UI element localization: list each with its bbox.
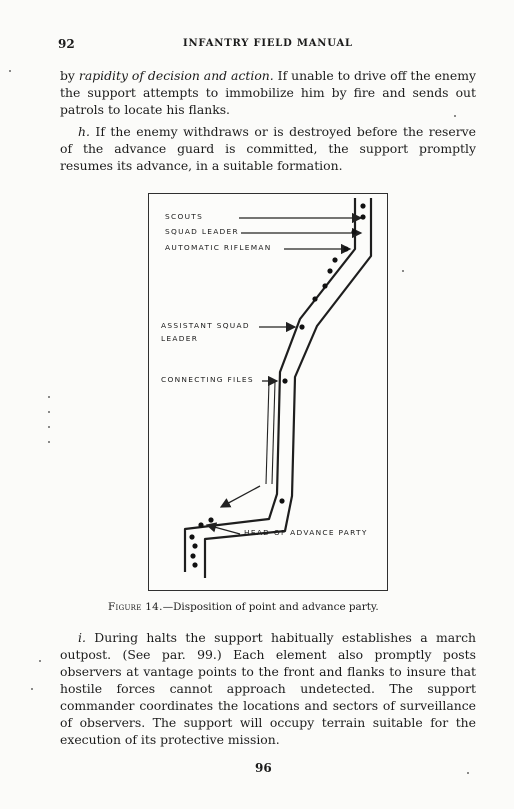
- running-title: INFANTRY FIELD MANUAL: [183, 38, 353, 49]
- margin-dot: [48, 441, 50, 443]
- soldier-dot: [190, 553, 195, 558]
- margin-dot: [48, 411, 50, 413]
- head-of-advance-party-arrow: [207, 525, 240, 534]
- soldier-dot: [208, 517, 213, 522]
- paragraph-top-rest: If unable to drive off the enemy the support attempts to immobilize him by fire and sends out patrols to locate his flanks.: [60, 68, 476, 117]
- paragraph-i: [60, 629, 476, 748]
- margin-dot: [48, 396, 50, 398]
- margin-dot: [39, 660, 41, 662]
- margin-dot: [48, 426, 50, 428]
- paragraph-i-text: [60, 629, 476, 748]
- page-number-top: 92: [58, 37, 75, 51]
- label-assistant-squad-leader-line-2: LEADER: [161, 334, 199, 343]
- margin-dot: [31, 688, 33, 690]
- soldier-dot: [343, 246, 348, 251]
- soldier-dot: [192, 562, 197, 567]
- soldier-dot: [198, 522, 203, 527]
- label-connecting-files: CONNECTING FILES: [161, 375, 254, 384]
- label-assistant-squad-leader-line-1: ASSISTANT SQUAD: [161, 321, 250, 330]
- paragraph-top-emphasis: rapidity of decision and action.: [78, 68, 274, 83]
- paragraph-top-text: [60, 67, 476, 118]
- soldier-dot: [327, 268, 332, 273]
- margin-dot: [402, 270, 404, 272]
- soldier-dot: [299, 324, 304, 329]
- running-head: [58, 37, 476, 55]
- soldier-dot: [279, 498, 284, 503]
- paragraph-h: [60, 123, 476, 174]
- soldier-dot: [351, 229, 356, 234]
- route-right-edge: [205, 198, 371, 578]
- caption-prefix: Figure 14.: [108, 601, 163, 613]
- soldier-dot: [322, 283, 327, 288]
- caption-text: —Disposition of point and advance party.: [162, 601, 379, 613]
- margin-dot: [9, 70, 11, 72]
- soldier-dot: [192, 543, 197, 548]
- paragraph-i-body: During halts the support habitually establishes a march outpost. (See par. 99.) Each element also promptly posts observers at vantage points to the front and flanks to insure that hostile forces cannot approach undetected. The support commander coordinates the locations and sectors of surveillance of observers. The support will occupy terrain suitable for the execution of its protective mission.: [60, 630, 476, 747]
- label-squad-leader: SQUAD LEADER: [165, 227, 239, 236]
- connector-line-2: [272, 382, 275, 484]
- paragraph-h-label: h.: [78, 124, 90, 139]
- margin-dot: [467, 772, 469, 774]
- margin-dot: [454, 115, 456, 117]
- soldier-dot: [282, 378, 287, 383]
- label-automatic-rifleman: AUTOMATIC RIFLEMAN: [165, 243, 272, 252]
- connector-line-1: [266, 382, 269, 484]
- page-number-bottom: 96: [255, 761, 272, 775]
- connecting-files-bottom-arrow: [221, 486, 260, 507]
- paragraph-top: [60, 67, 476, 118]
- soldier-dot: [360, 203, 365, 208]
- paragraph-i-label: i.: [78, 630, 86, 645]
- route-left-edge: [185, 198, 355, 572]
- paragraph-h-body: If the enemy withdraws or is destroyed before the reserve of the advance guard is committed, the support promptly resumes its advance, in a suitable formation.: [60, 124, 476, 173]
- label-head-of-advance-party: HEAD OF ADVANCE PARTY: [244, 528, 368, 537]
- soldier-dot: [312, 296, 317, 301]
- paragraph-top-lead: by: [60, 68, 79, 83]
- soldier-dots: [189, 203, 365, 567]
- soldier-dot: [189, 534, 194, 539]
- paragraph-h-text: [60, 123, 476, 174]
- label-scouts: SCOUTS: [165, 212, 204, 221]
- figure-caption: [108, 601, 428, 613]
- figure-14-box: [148, 193, 388, 591]
- soldier-dot: [360, 214, 365, 219]
- soldier-dot: [332, 257, 337, 262]
